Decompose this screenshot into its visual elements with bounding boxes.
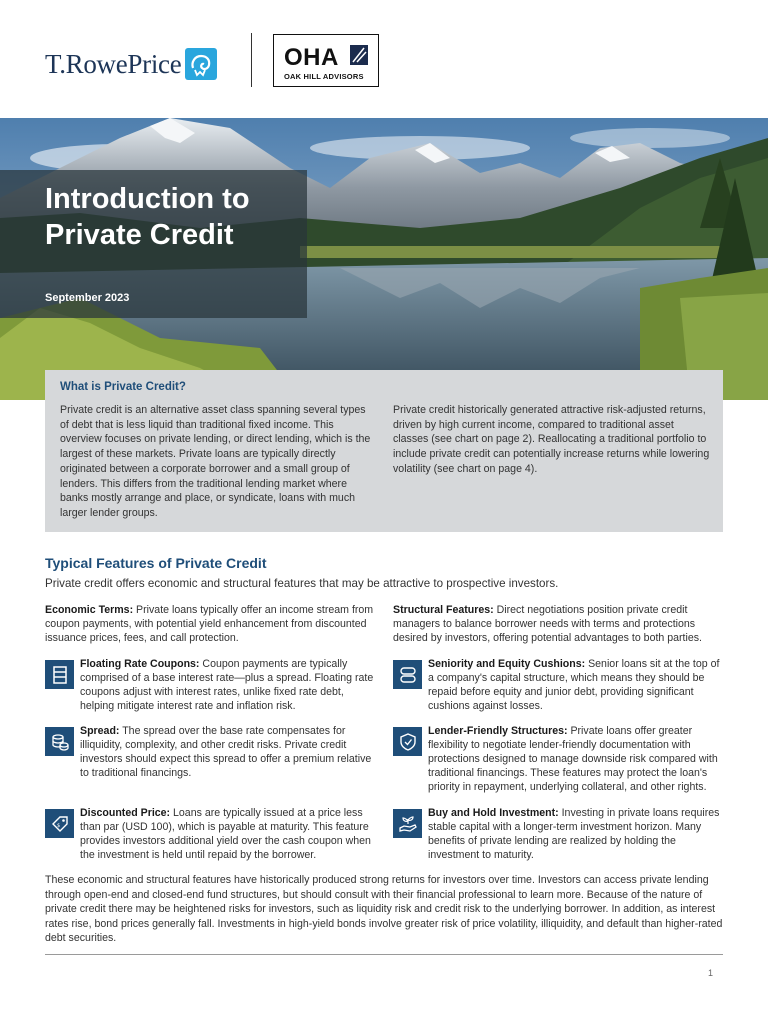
- title-line-2: Private Credit: [45, 219, 234, 251]
- seniority-icon: [393, 660, 422, 689]
- coins-icon: [45, 727, 74, 756]
- floating-rate-icon: [45, 660, 74, 689]
- ram-icon: [185, 48, 217, 80]
- feature-title: Seniority and Equity Cushions:: [428, 658, 586, 670]
- features-subheading: Private credit offers economic and structural features that may be attractive to prospective investors.: [45, 577, 559, 590]
- feature-title: Floating Rate Coupons:: [80, 658, 200, 670]
- feature-lender-friendly-text: [428, 724, 723, 794]
- economic-terms-title: Economic Terms:: [45, 604, 134, 616]
- feature-title: Discounted Price:: [80, 807, 171, 819]
- structural-features-title: Structural Features:: [393, 604, 494, 616]
- price-tag-icon: [45, 809, 74, 838]
- feature-discounted-price-text: [80, 806, 375, 862]
- logo-divider: [251, 33, 252, 87]
- feature-floating-rate-text: [80, 657, 375, 713]
- feature-title: Buy and Hold Investment:: [428, 807, 559, 819]
- svg-text:$: $: [56, 822, 60, 829]
- feature-spread-text: [80, 724, 375, 780]
- oha-wordmark: OHA: [284, 44, 339, 71]
- oha-subtitle: OAK HILL ADVISORS: [284, 72, 364, 81]
- feature-body: The spread over the base rate compensates for illiquidity, complexity, and other credit risks. Private credit investors should expect this spread to offer a premium relative to traditional financings.: [80, 725, 372, 779]
- feature-body: Loans are typically issued at a price less than par (USD 100), which is payable at maturity. This feature provides investors additional yield over the cash coupon when the investment is held until repaid by the borrower.: [80, 807, 371, 861]
- structural-features-paragraph: [393, 603, 725, 645]
- feature-body: Senior loans sit at the top of a company's capital structure, which means they should be repaid before equity and junior debt, providing significant cushions against losses.: [428, 658, 720, 712]
- disclosure-paragraph: These economic and structural features have historically produced strong returns for investors over time. Investors can access private lending through open-end and closed-end fund structures, but should consult with their financial professional to learn more. Because of the nature of private credit there may be heightened risks for investors, such as liquidity risk and credit risk to the underlying borrower. In addition, as interest rates rise, bond prices generally fall. Investments in high-yield bonds involve greater risk of price volatility, illiquidity, and default than higher-rated debt securities.: [45, 874, 723, 944]
- structural-features-text: Direct negotiations position private credit managers to balance borrower needs with terms and protections desired by investors, offering potential advantages to both parties.: [393, 604, 702, 644]
- feature-title: Spread:: [80, 725, 120, 737]
- t-rowe-price-wordmark: T.RowePrice: [45, 48, 182, 79]
- feature-body: Investing in private loans requires stable capital with a longer-term investment horizon. Many benefits of private lending are realized by holding the investment to maturity.: [428, 807, 720, 861]
- page-number: 1: [708, 968, 714, 978]
- economic-terms-text: Private loans typically offer an income stream from coupon payments, with potential yield enhancement from discounted issuance prices, fees, and call protection.: [45, 604, 374, 644]
- oak-hill-advisors-logo: [273, 34, 379, 87]
- oha-flag-icon: [350, 45, 368, 65]
- feature-title: Lender-Friendly Structures:: [428, 725, 568, 737]
- publication-date: September 2023: [45, 292, 130, 304]
- what-is-heading: What is Private Credit?: [60, 381, 186, 393]
- footer-divider: [45, 954, 723, 955]
- shield-check-icon: [393, 727, 422, 756]
- page-header: [0, 0, 768, 118]
- feature-seniority-text: [428, 657, 723, 713]
- page-title: [45, 181, 305, 253]
- hand-plant-icon: [393, 809, 422, 838]
- economic-terms-paragraph: [45, 603, 377, 645]
- feature-body: Private loans offer greater flexibility to negotiate lender-friendly documentation with protections designed to manage downside risk compared with traditional financings. These features may protect the loan's priority in repayment, underlying collateral, and other rights.: [428, 725, 718, 793]
- feature-buy-and-hold-text: [428, 806, 723, 862]
- title-line-1: Introduction to: [45, 183, 250, 215]
- feature-body: Coupon payments are typically comprised of a base interest rate—plus a spread. Floating rate coupons adjust with interest rates, unlike fixed rate debt, helping mitigate interest rate and inflation risk.: [80, 658, 374, 712]
- t-rowe-price-logo: [45, 44, 217, 84]
- what-is-column-1: Private credit is an alternative asset class spanning several types of debt that is less liquid than traditional fixed income. This overview focuses on private lending, or direct lending, which is the largest of these markets. Private loans are typically directly originated between a corporate borrower and a small group of lenders. This differs from the traditional lending market where banks mostly arrange and place, or syndicate, loans with much larger lender groups.: [60, 404, 371, 519]
- what-is-column-2: Private credit historically generated attractive risk-adjusted returns, driven by high current income, compared to traditional asset classes (see chart on page 2). Reallocating a traditional portfolio to include private credit can potentially increase returns while lowering volatility (see chart on page 4).: [393, 404, 710, 475]
- features-heading: Typical Features of Private Credit: [45, 555, 267, 571]
- what-is-private-credit-box: [45, 370, 723, 532]
